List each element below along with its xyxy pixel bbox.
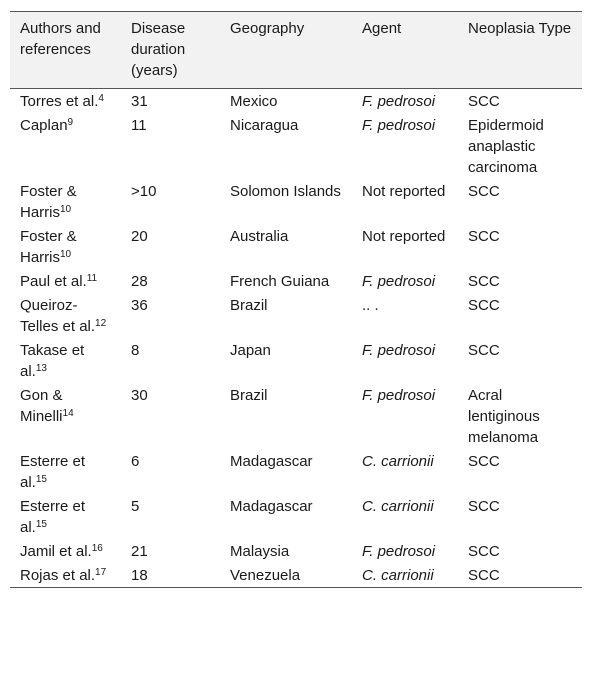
- cell-neoplasia-type: SCC: [468, 297, 500, 314]
- cell-author: [10, 224, 121, 269]
- cell-duration: 8: [131, 342, 140, 359]
- author-name: Foster & Harris: [20, 228, 77, 266]
- cell-duration: 30: [131, 387, 148, 404]
- cell-author: [10, 338, 121, 383]
- cell-agent: F. pedrosoi: [362, 117, 436, 134]
- table-row: [10, 113, 582, 179]
- author-name: Torres et al.: [20, 93, 99, 110]
- neoplasia-table: [10, 11, 582, 588]
- cell-duration: 28: [131, 273, 148, 290]
- reference-number: 14: [62, 408, 74, 419]
- reference-number: 16: [91, 543, 103, 554]
- table-container: [10, 11, 582, 588]
- cell-agent: F. pedrosoi: [362, 93, 436, 110]
- cell-author: [10, 89, 121, 114]
- cell-author: [10, 494, 121, 539]
- cell-geography: Malaysia: [230, 543, 290, 560]
- cell-neoplasia-type: SCC: [468, 183, 500, 200]
- header-authors: Authors and references: [20, 20, 101, 58]
- table-row: [10, 338, 582, 383]
- reference-number: 15: [35, 474, 47, 485]
- cell-duration: 31: [131, 93, 148, 110]
- cell-geography: Australia: [230, 228, 289, 245]
- author-name: Queiroz-Telles et al.: [20, 297, 96, 335]
- cell-neoplasia-type: SCC: [458, 563, 582, 588]
- reference-number: 4: [98, 93, 104, 104]
- reference-number: 12: [95, 318, 107, 329]
- cell-geography: Madagascar: [230, 498, 313, 515]
- cell-author: [10, 269, 121, 293]
- author-name: Esterre et al.: [20, 498, 86, 536]
- cell-neoplasia-type: SCC: [468, 228, 500, 245]
- cell-neoplasia-type: SCC: [468, 543, 500, 560]
- cell-agent: F. pedrosoi: [362, 387, 436, 404]
- table-row: [10, 269, 582, 293]
- cell-geography: Nicaragua: [230, 117, 299, 134]
- cell-geography: Solomon Islands: [230, 183, 341, 200]
- author-name: Gon & Minelli: [20, 387, 63, 425]
- cell-geography: Brazil: [230, 297, 268, 314]
- table-row: [10, 383, 582, 449]
- cell-duration: 36: [131, 297, 148, 314]
- header-agent: Agent: [362, 20, 402, 37]
- header-neoplasia-type: Neoplasia Type: [468, 20, 572, 37]
- cell-author: [10, 179, 121, 224]
- cell-neoplasia-type: Acral lentiginous melanoma: [468, 387, 540, 446]
- cell-geography: Brazil: [230, 387, 268, 404]
- table-body: [10, 89, 582, 588]
- author-name: Paul et al.: [20, 273, 87, 290]
- cell-agent: F. pedrosoi: [362, 342, 436, 359]
- cell-agent: Not reported: [362, 228, 446, 245]
- reference-number: 9: [67, 117, 74, 128]
- reference-number: 17: [95, 567, 107, 578]
- reference-number: 10: [60, 249, 72, 260]
- cell-agent: .. .: [362, 297, 379, 314]
- cell-author: [10, 293, 121, 338]
- cell-geography: Madagascar: [230, 453, 313, 470]
- author-name: Rojas et al.: [20, 567, 96, 584]
- table-row: [10, 563, 582, 588]
- cell-neoplasia-type: Epidermoid anaplastic carcinoma: [468, 117, 544, 176]
- cell-agent: F. pedrosoi: [362, 543, 436, 560]
- cell-duration: 6: [131, 453, 140, 470]
- cell-author: [10, 449, 121, 494]
- reference-number: 10: [60, 204, 72, 215]
- cell-duration: 5: [131, 498, 140, 515]
- table-row: [10, 494, 582, 539]
- cell-geography: Mexico: [230, 93, 278, 110]
- cell-agent: Not reported: [362, 183, 446, 200]
- header-row: [10, 12, 582, 89]
- reference-number: 13: [35, 363, 47, 374]
- table-row: [10, 224, 582, 269]
- cell-duration: 21: [131, 543, 148, 560]
- cell-geography: French Guiana: [230, 273, 330, 290]
- reference-number: 11: [86, 273, 98, 284]
- author-name: Caplan: [20, 117, 68, 134]
- header-duration: Disease duration (years): [131, 20, 186, 79]
- cell-agent: C. carrionii: [362, 453, 434, 470]
- table-row: [10, 539, 582, 563]
- table-row: [10, 179, 582, 224]
- header-geography: Geography: [230, 20, 305, 37]
- cell-author: [10, 539, 121, 563]
- cell-duration: 20: [131, 228, 148, 245]
- cell-neoplasia-type: SCC: [468, 342, 500, 359]
- cell-geography: Japan: [230, 342, 271, 359]
- author-name: Foster & Harris: [20, 183, 77, 221]
- table-row: [10, 293, 582, 338]
- cell-neoplasia-type: SCC: [468, 453, 500, 470]
- cell-duration: 11: [131, 117, 147, 134]
- cell-duration: >10: [131, 183, 157, 200]
- reference-number: 15: [35, 519, 47, 530]
- cell-neoplasia-type: SCC: [468, 93, 500, 110]
- table-header: [10, 12, 582, 89]
- cell-author: [10, 563, 121, 588]
- cell-geography: Venezuela: [220, 563, 352, 588]
- author-name: Esterre et al.: [20, 453, 86, 491]
- cell-neoplasia-type: SCC: [468, 498, 500, 515]
- cell-author: [10, 383, 121, 449]
- cell-duration: 18: [121, 563, 220, 588]
- cell-agent: C. carrionii: [352, 563, 458, 588]
- cell-agent: C. carrionii: [362, 498, 434, 515]
- author-name: Jamil et al.: [20, 543, 92, 560]
- table-row: [10, 449, 582, 494]
- cell-agent: F. pedrosoi: [362, 273, 436, 290]
- table-row: [10, 89, 582, 114]
- cell-author: [10, 113, 121, 179]
- author-name: Takase et al.: [20, 342, 85, 380]
- cell-neoplasia-type: SCC: [468, 273, 500, 290]
